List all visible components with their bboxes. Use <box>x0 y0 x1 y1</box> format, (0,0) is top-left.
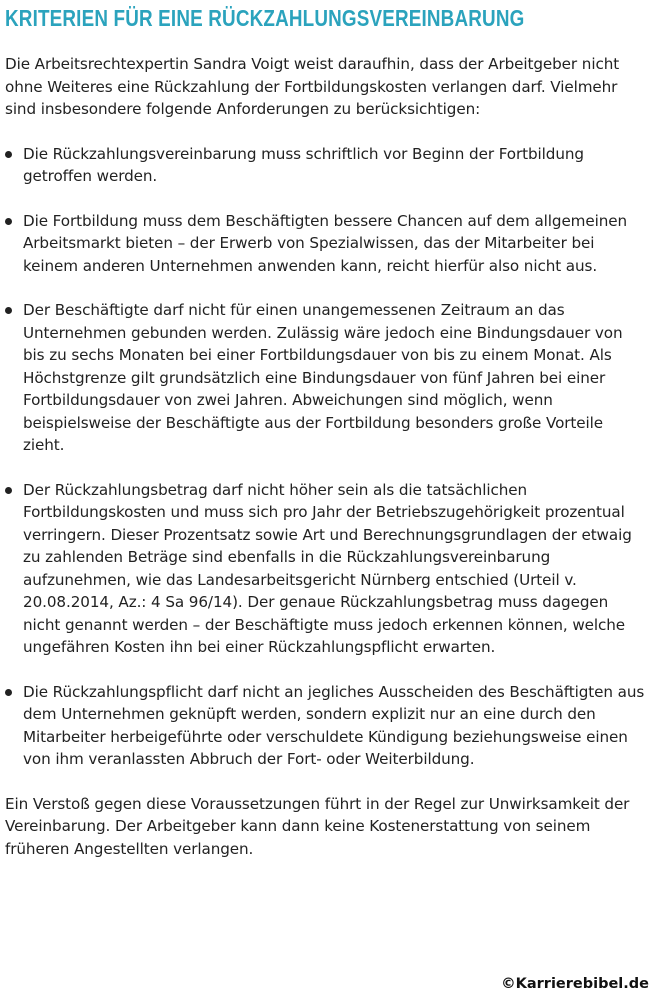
list-item <box>5 210 648 278</box>
list-item <box>5 681 648 771</box>
list-item-text: Der Rückzahlungsbetrag darf nicht höher sein als die tatsächlichen Fortbildungskosten und muss sich pro Jahr der Betriebszugehörigkeit prozentual verringern. Dieser Prozentsatz sowie Art und Berechnungsgrundlagen der etwaig zu zahlenden Beträge sind ebenfalls in die Rückzahlungsvereinbarung aufzunehmen, wie das Landesarbeitsgericht Nürnberg entschied (Urteil v. 20.08.2014, Az.: 4 Sa 96/14). Der genaue Rückzahlungsbetrag muss dagegen nicht genannt werden – der Beschäftigte muss jedoch erkennen können, welche ungefähren Kosten ihn bei einer Rückzahlungspflicht erwarten. <box>23 480 632 656</box>
list-item-text: Die Rückzahlungspflicht darf nicht an jegliches Ausscheiden des Beschäftigten aus dem Unternehmen geknüpft werden, sondern explizit nur an eine durch den Mitarbeiter herbeigeführte oder verschuldete Kündigung beziehungsweise einen von ihm veranlassten Abbruch der Fort- oder Weiterbildung. <box>23 682 645 768</box>
list-item <box>5 479 648 659</box>
list-item-text: Die Fortbildung muss dem Beschäftigten bessere Chancen auf dem allgemeinen Arbeitsmarkt bieten – der Erwerb von Spezialwissen, das der Mitarbeiter bei keinem anderen Unternehmen anwenden kann, reicht hierfür also nicht aus. <box>23 211 628 275</box>
bullet-icon <box>5 218 12 225</box>
list-item <box>5 299 648 457</box>
page-title: KRITERIEN FÜR EINE RÜCKZAHLUNGSVEREINBARUNG <box>5 5 525 31</box>
list-item-text: Der Beschäftigte darf nicht für einen unangemessenen Zeitraum an das Unternehmen gebunden werden. Zulässig wäre jedoch eine Bindungsdauer von bis zu sechs Monaten bei einer Fortbildungsdauer von bis zu einem Monat. Als Höchstgrenze gilt grundsätzlich eine Bindungsdauer von fünf Jahren bei einer Fortbildungsdauer von zwei Jahren. Abweichungen sind möglich, wenn beispielsweise der Beschäftigte aus der Fortbildung besonders große Vorteile zieht. <box>23 301 623 454</box>
copyright-footer: ©Karrierebibel.de <box>501 976 649 992</box>
closing-paragraph: Ein Verstoß gegen diese Voraussetzungen führt in der Regel zur Unwirksamkeit der Vereinbarung. Der Arbeitgeber kann dann keine Kostenerstattung von seinem früheren Angestellten verlangen. <box>5 794 630 858</box>
bullet-icon <box>5 487 12 494</box>
list-item-text: Die Rückzahlungsvereinbarung muss schriftlich vor Beginn der Fortbildung getroffen werden. <box>23 144 584 185</box>
intro-paragraph: Die Arbeitsrechtexpertin Sandra Voigt weist daraufhin, dass der Arbeitgeber nicht ohne Weiteres eine Rückzahlung der Fortbildungskosten verlangen darf. Vielmehr sind insbesondere folgende Anforderungen zu berücksichtigen: <box>5 55 620 118</box>
list-item <box>5 143 648 188</box>
bullet-icon <box>5 689 12 696</box>
requirements-list <box>5 143 648 771</box>
bullet-icon <box>5 307 12 314</box>
bullet-icon <box>5 151 12 158</box>
